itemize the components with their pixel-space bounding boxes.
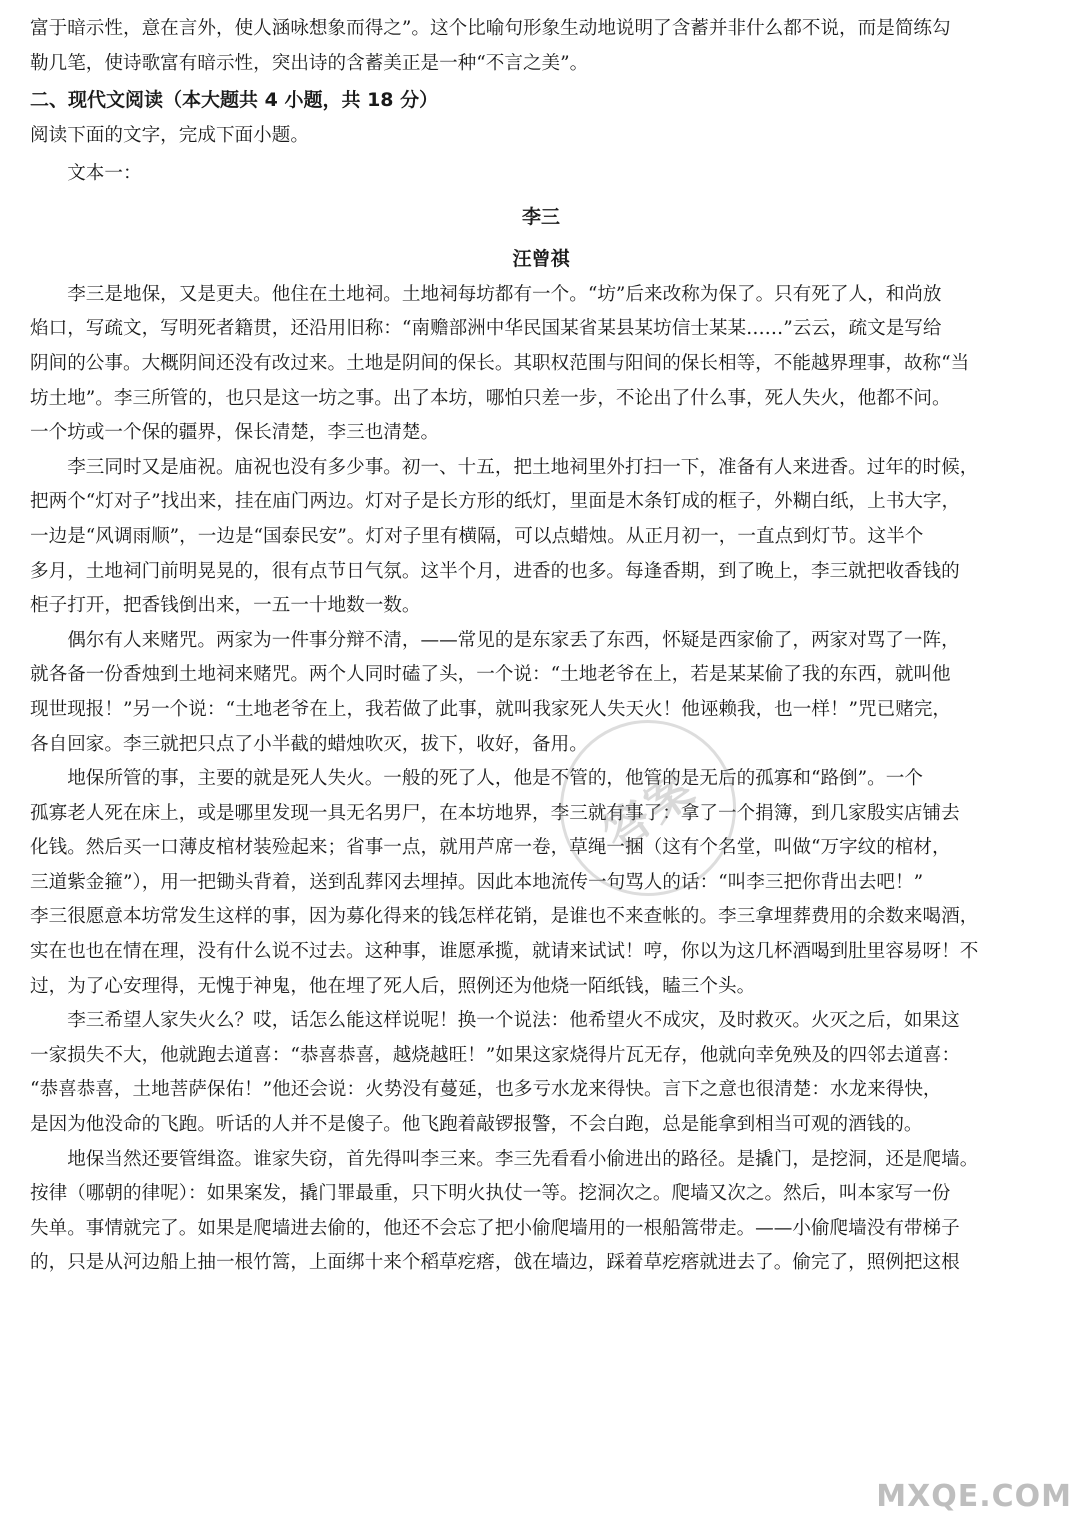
paragraph-line: 现世现报！”另一个说：“土地老爷在上，我若做了此事，就叫我家死人失天火！他诬赖我，也一样！”咒已赌完，	[30, 698, 952, 720]
article-paragraph	[30, 762, 1052, 1004]
section-heading: 二、现代文阅读（本大题共 4 小题，共 18 分）	[30, 89, 439, 112]
paragraph-line: 一家损失不大，他就跑去道喜：“恭喜恭喜，越烧越旺！”如果这家烧得片瓦无存，他就向幸免殃及的四邻去道喜：	[30, 1044, 961, 1066]
paragraph-line: 的，只是从河边船上抽一根竹篙，上面绑十来个稻草疙瘩，戗在墙边，踩着草疙瘩就进去了。偷完了，照例把这根	[30, 1252, 960, 1274]
paragraph-line: 李三希望人家失火么？哎，话怎么能这样说呢！换一个说法：他希望火不成灾，及时救灭。火灭之后，如果这	[67, 1010, 960, 1032]
paragraph-line: 柜子打开，把香钱倒出来，一五一十地数一数。	[30, 595, 421, 617]
paragraph-line: 一个坊或一个保的疆界，保长清楚，李三也清楚。	[30, 422, 440, 444]
article-paragraph	[30, 451, 1052, 624]
paragraph-line: 是因为他没命的飞跑。听话的人并不是傻子。他飞跑着敲锣报警，不会白跑，总是能拿到相当可观的酒钱的。	[30, 1114, 923, 1136]
paragraph-line: 实在也也在情在理，没有什么说不过去。这种事，谁愿承揽，就请来试试！哼，你以为这几杯酒喝到肚里容易呀！不	[30, 941, 979, 963]
article-author: 汪曾祺	[512, 247, 570, 270]
paragraph-line: 把两个“灯对子”找出来，挂在庙门两边。灯对子是长方形的纸灯，里面是木条钉成的框子，外糊白纸，上书大字，	[30, 491, 961, 513]
paragraph-line: 按律（哪朝的律呢）：如果案发，撬门罪最重，只下明火执仗一等。挖洞次之。爬墙又次之。然后，叫本家写一份	[30, 1183, 951, 1205]
paragraph-line: 三道紫金箍”），用一把锄头背着，送到乱葬冈去埋掉。因此本地流传一句骂人的话：“叫李三把你背出去吧！”	[30, 871, 924, 893]
article-paragraph	[30, 278, 1052, 451]
watermark-corner-text: MXQE.COM	[876, 1479, 1072, 1514]
paragraph-line: 化钱。然后买一口薄皮棺材装殓起来；省事一点，就用芦席一卷，草绳一捆（这有个名堂，叫做“万字纹的棺材，	[30, 837, 951, 859]
paragraph-line: 失单。事情就完了。如果是爬墙进去偷的，他还不会忘了把小偷爬墙用的一根船篙带走。——小偷爬墙没有带梯子	[30, 1217, 960, 1239]
paragraph-line: 阴间的公事。大概阴间还没有改过来。土地是阴间的保长。其职权范围与阳间的保长相等，不能越界理事，故称“当	[30, 352, 970, 374]
watermark-corner-logo-icon	[876, 1450, 1072, 1514]
intro-block	[30, 12, 1052, 81]
paragraph-line: 地保当然还要管缉盗。谁家失窃，首先得叫李三来。李三先看看小偷进出的路径。是撬门，是挖洞，还是爬墙。	[67, 1148, 979, 1170]
paragraph-line: 坊土地”。李三所管的，也只是这一坊之事。出了本坊，哪怕只差一步，不论出了什么事，死人失火，他都不问。	[30, 387, 951, 409]
article-title: 李三	[521, 205, 560, 228]
watermark-stamp-text: 答案	[593, 759, 707, 862]
paragraph-line: 偶尔有人来赌咒。两家为一件事分辩不清，——常见的是东家丢了东西，怀疑是西家偷了，两家对骂了一阵，	[67, 629, 960, 651]
paragraph-line: 李三很愿意本坊常发生这样的事，因为募化得来的钱怎样花销，是谁也不来查帐的。李三拿埋葬费用的余数来喝酒，	[30, 906, 979, 928]
text-label: 文本一：	[67, 162, 142, 184]
paragraph-line: “恭喜恭喜，土地菩萨保佑！”他还会说：火势没有蔓延，也多亏水龙来得快。言下之意也很清楚：水龙来得快，	[30, 1079, 942, 1101]
article-paragraph	[30, 624, 1052, 762]
article-paragraph	[30, 1143, 1052, 1281]
paragraph-line: 就各备一份香烛到土地祠来赌咒。两个人同时磕了头，一个说：“土地老爷在上，若是某某偷了我的东西，就叫他	[30, 664, 951, 686]
intro-line: 富于暗示性，意在言外，使人涵咏想象而得之”。这个比喻句形象生动地说明了含蓄并非什么都不说，而是简练勾	[30, 18, 951, 39]
intro-line: 勒几笔，使诗歌富有暗示性，突出诗的含蓄美正是一种“不言之美”。	[30, 52, 589, 74]
paragraph-line: 李三同时又是庙祝。庙祝也没有多少事。初一、十五，把土地祠里外打扫一下，准备有人来进香。过年的时候，	[67, 456, 979, 478]
article-paragraph	[30, 1004, 1052, 1142]
paragraph-line: 一边是“风调雨顺”，一边是“国泰民安”。灯对子里有横隔，可以点蜡烛。从正月初一，一直点到灯节。这半个	[30, 525, 924, 547]
paragraph-line: 多月，土地祠门前明晃晃的，很有点节日气氛。这半个月，进香的也多。每逢香期，到了晚上，李三就把收香钱的	[30, 560, 960, 582]
paragraph-line: 焰口，写疏文，写明死者籍贯，还沿用旧称：“南赡部洲中华民国某省某县某坊信士某某……”云云，疏文是写给	[30, 318, 942, 340]
paragraph-line: 李三是地保，又是更夫。他住在土地祠。土地祠每坊都有一个。“坊”后来改称为保了。只有死了人，和尚放	[67, 283, 942, 305]
paragraph-line: 各自回家。李三就把只点了小半截的蜡烛吹灭，拔下，收好，备用。	[30, 733, 588, 755]
document-page	[30, 12, 1052, 1281]
article-body	[30, 278, 1052, 1281]
instruction-text: 阅读下面的文字，完成下面小题。	[30, 125, 309, 147]
paragraph-line: 孤寡老人死在床上，或是哪里发现一具无名男尸，在本坊地界，李三就有事了：拿了一个捐簿，到几家殷实店铺去	[30, 802, 960, 824]
paragraph-line: 过，为了心安理得，无愧于神鬼，他在埋了死人后，照例还为他烧一陌纸钱，瞌三个头。	[30, 975, 756, 997]
paragraph-line: 地保所管的事，主要的就是死人失火。一般的死了人，他是不管的，他管的是无后的孤寡和“路倒”。一个	[67, 768, 923, 790]
